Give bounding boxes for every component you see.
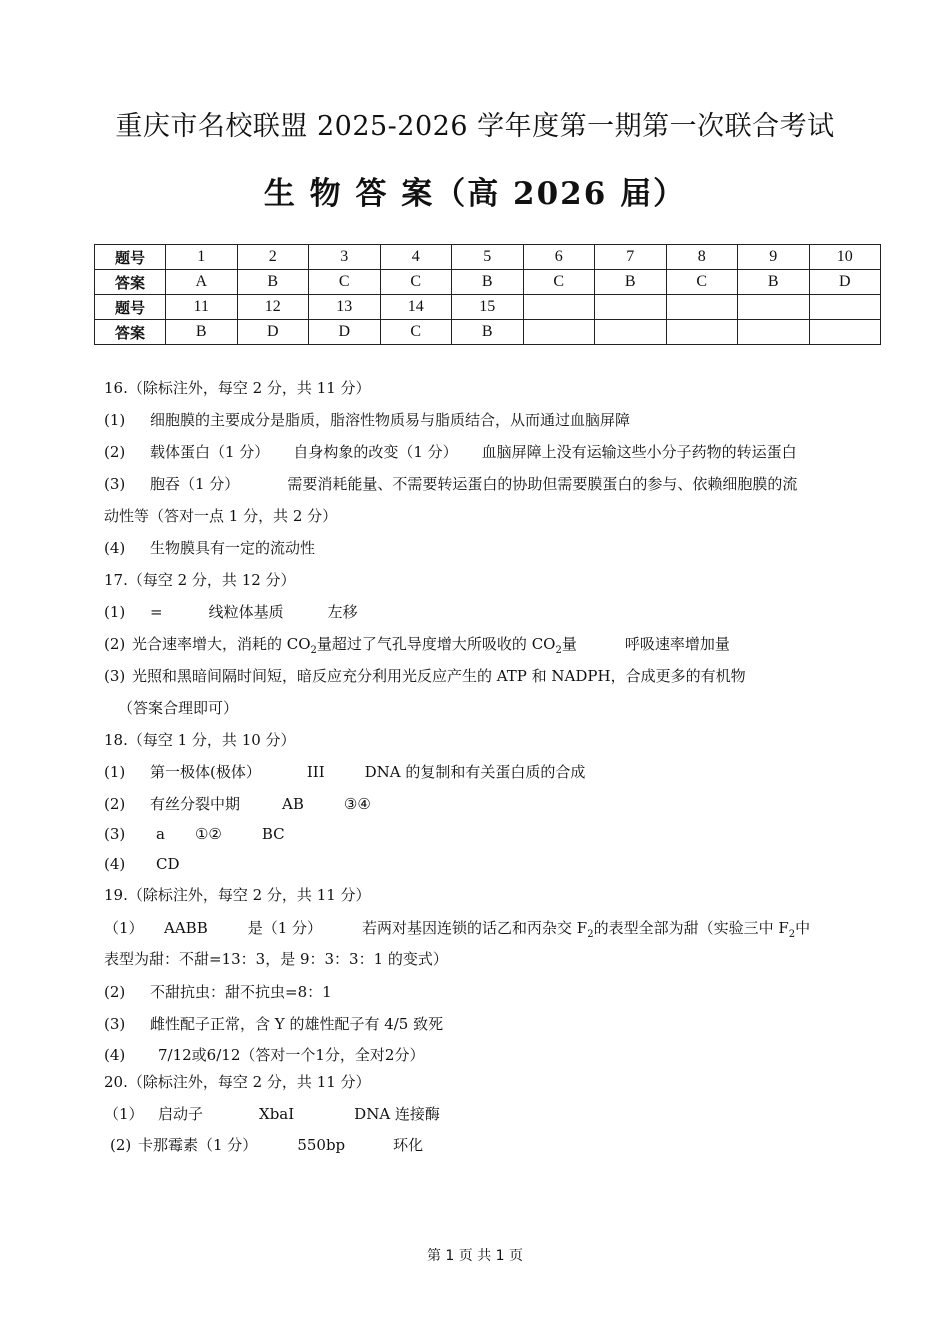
answer-text: 有丝分裂中期 [150, 795, 241, 813]
document-title: 重庆市名校联盟 2025-2026 学年度第一期第一次联合考试 [115, 111, 835, 142]
answer-text: 自身构象的改变（1 分） [293, 443, 458, 461]
answer-cell: B [452, 320, 524, 345]
question-number-cell: 5 [452, 245, 524, 270]
q17-heading: 17.（每空 2 分，共 12 分） [104, 571, 296, 589]
part-number: (2) [110, 1136, 132, 1154]
q18-heading: 18.（每空 1 分，共 10 分） [104, 731, 296, 749]
part-number: (2) [104, 635, 126, 653]
part-number: (2) [104, 443, 126, 461]
question-number-cell: 6 [523, 245, 595, 270]
q20-part-1 [104, 1103, 440, 1124]
q19-part-2 [104, 981, 332, 1002]
answer-text: 胞吞（1 分） [150, 475, 240, 493]
table-row [95, 245, 881, 270]
answer-text: = [150, 603, 163, 621]
empty-cell [595, 320, 667, 345]
answer-text: 中 [795, 919, 811, 937]
answer-text: DNA 的复制和有关蛋白质的合成 [364, 763, 586, 781]
answer-cell: B [166, 320, 238, 345]
answer-text: 雌性配子正常，含 Y 的雄性配子有 4/5 致死 [150, 1015, 444, 1033]
answer-text: 呼吸速率增加量 [624, 635, 730, 653]
q19-part-1-continued: 表型为甜：不甜=13：3，是 9：3：3：1 的变式） [104, 950, 448, 968]
answer-text: AABB [164, 919, 208, 937]
answer-text: CD [156, 855, 180, 873]
table-row [95, 320, 881, 345]
answer-text: 卡那霉素（1 分） [138, 1136, 258, 1154]
question-number-cell: 13 [309, 295, 381, 320]
answer-cell: C [309, 270, 381, 295]
answer-text: 载体蛋白（1 分） [150, 443, 270, 461]
question-number-cell: 11 [166, 295, 238, 320]
answer-text: 不甜抗虫：甜不抗虫=8：1 [150, 983, 332, 1001]
empty-cell [595, 295, 667, 320]
row-label-answer: 答案 [95, 270, 166, 295]
answer-text: AB [282, 795, 304, 813]
answer-text: 生物膜具有一定的流动性 [150, 539, 316, 557]
part-number: （1） [104, 919, 144, 937]
empty-cell [523, 295, 595, 320]
answer-cell: B [595, 270, 667, 295]
answer-cell: D [809, 270, 881, 295]
answer-text: XbaI [259, 1105, 295, 1123]
question-number-cell: 14 [380, 295, 452, 320]
q18-part-2 [104, 793, 371, 814]
q16-part-3 [104, 473, 797, 494]
question-number-cell: 10 [809, 245, 881, 270]
subscript: 2 [587, 929, 594, 940]
answer-cell: C [380, 320, 452, 345]
part-number: (3) [104, 825, 126, 843]
question-number-cell: 15 [452, 295, 524, 320]
q16-part-4 [104, 537, 315, 558]
q19-part-4 [104, 1044, 424, 1065]
q16-part-3-continued: 动性等（答对一点 1 分，共 2 分） [104, 507, 338, 525]
q20-part-2 [110, 1134, 423, 1155]
part-number: （1） [104, 1105, 144, 1123]
q16-heading: 16.（除标注外，每空 2 分，共 11 分） [104, 379, 371, 397]
part-number: (4) [104, 1046, 126, 1064]
part-number: (3) [104, 1015, 126, 1033]
empty-cell [738, 320, 810, 345]
answer-cell: B [452, 270, 524, 295]
q19-part-3 [104, 1013, 443, 1034]
table-row [95, 295, 881, 320]
answer-text: 的表型全部为甜（实验三中 F [593, 919, 789, 937]
part-number: (4) [104, 539, 126, 557]
table-row [95, 270, 881, 295]
question-number-cell: 1 [166, 245, 238, 270]
row-label-answer: 答案 [95, 320, 166, 345]
q18-part-3 [104, 825, 285, 843]
part-number: (1) [104, 603, 126, 621]
answer-text: 若两对基因连锁的话乙和丙杂交 F [362, 919, 588, 937]
empty-cell [809, 320, 881, 345]
q17-part-2 [104, 633, 730, 656]
q17-part-3 [104, 665, 746, 686]
q19-part-1 [104, 917, 810, 940]
answer-cell: B [738, 270, 810, 295]
subscript: 2 [310, 645, 317, 656]
subscript: 2 [555, 645, 562, 656]
answer-text: 量超过了气孔导度增大所吸收的 CO [316, 635, 556, 653]
part-number: (4) [104, 855, 126, 873]
row-label-question: 题号 [95, 245, 166, 270]
answer-text: ①② [194, 825, 222, 843]
answer-table [94, 244, 881, 345]
part-number: (1) [104, 411, 126, 429]
answer-text: a [156, 825, 165, 843]
q17-part-3-note: （答案合理即可） [118, 699, 239, 717]
answer-cell: B [237, 270, 309, 295]
answer-text: 左移 [327, 603, 358, 621]
q18-part-4 [104, 855, 180, 873]
question-number-cell: 9 [738, 245, 810, 270]
empty-cell [666, 295, 738, 320]
answer-cell: C [523, 270, 595, 295]
page-number: 第 1 页 共 1 页 [426, 1248, 524, 1264]
answer-text: ③④ [343, 795, 371, 813]
q16-part-1 [104, 409, 630, 430]
answer-cell: C [666, 270, 738, 295]
question-number-cell: 8 [666, 245, 738, 270]
q16-part-2 [104, 441, 797, 462]
question-number-cell: 2 [237, 245, 309, 270]
q18-part-1 [104, 761, 585, 782]
q19-heading: 19.（除标注外，每空 2 分，共 11 分） [104, 886, 371, 904]
empty-cell [523, 320, 595, 345]
answer-text: BC [261, 825, 285, 843]
answer-text: III [306, 763, 325, 781]
document-subtitle: 生 物 答 案（高 2026 届） [263, 176, 687, 212]
answer-text: 量 [561, 635, 577, 653]
question-number-cell: 7 [595, 245, 667, 270]
part-number: (2) [104, 795, 126, 813]
answer-text: 启动子 [158, 1105, 204, 1123]
q17-part-1 [104, 601, 358, 622]
question-number-cell: 4 [380, 245, 452, 270]
answer-text: 血脑屏障上没有运输这些小分子药物的转运蛋白 [481, 443, 797, 461]
question-number-cell: 3 [309, 245, 381, 270]
part-number: (3) [104, 667, 126, 685]
part-number: (1) [104, 763, 126, 781]
answer-text: 需要消耗能量、不需要转运蛋白的协助但需要膜蛋白的参与、依赖细胞膜的流 [287, 475, 798, 493]
answer-text: DNA 连接酶 [354, 1105, 440, 1123]
subscript: 2 [788, 929, 796, 940]
empty-cell [738, 295, 810, 320]
part-number: (2) [104, 983, 126, 1001]
answer-cell: C [380, 270, 452, 295]
answer-text: 第一极体(极体） [150, 763, 261, 781]
answer-cell: D [237, 320, 309, 345]
row-label-question: 题号 [95, 295, 166, 320]
part-number: (3) [104, 475, 126, 493]
answer-cell: A [166, 270, 238, 295]
answer-text: 光合速率增大，消耗的 CO [132, 635, 311, 653]
answer-text: 7/12或6/12（答对一个1分，全对2分） [158, 1046, 425, 1064]
answer-text: 550bp [297, 1136, 346, 1154]
answer-text: 光照和黑暗间隔时间短，暗反应充分利用光反应产生的 ATP 和 NADPH，合成更多的有机物 [132, 667, 746, 685]
answer-text: 环化 [393, 1136, 424, 1154]
question-number-cell: 12 [237, 295, 309, 320]
answer-text: 线粒体基质 [208, 603, 284, 621]
q20-heading: 20.（除标注外，每空 2 分，共 11 分） [104, 1073, 371, 1091]
empty-cell [666, 320, 738, 345]
answer-text: 细胞膜的主要成分是脂质，脂溶性物质易与脂质结合，从而通过血脑屏障 [150, 411, 631, 429]
answer-cell: D [309, 320, 381, 345]
answer-text: 是（1 分） [247, 919, 323, 937]
empty-cell [809, 295, 881, 320]
